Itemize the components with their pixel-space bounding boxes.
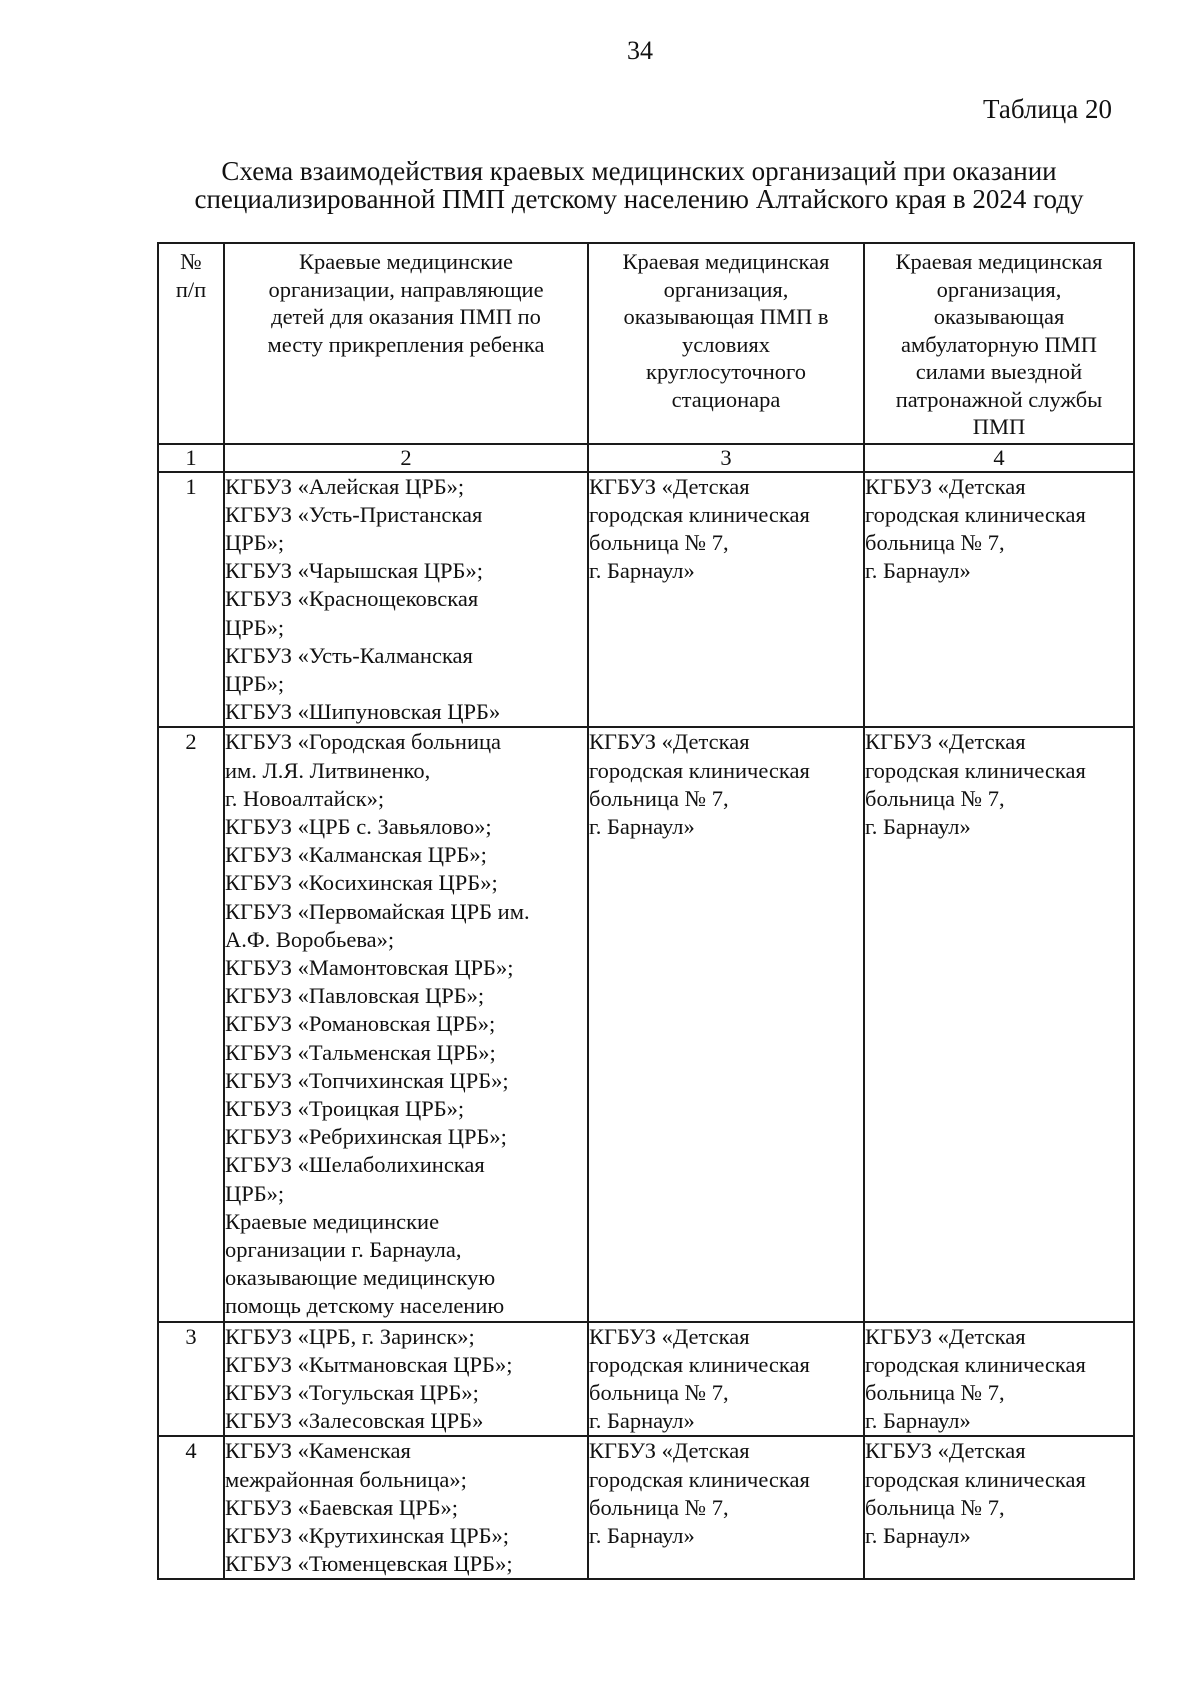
outpatient-org-cell — [864, 472, 1134, 728]
interaction-scheme-table — [157, 242, 1135, 1580]
cell-line: месту прикрепления ребенка — [267, 331, 545, 357]
inpatient-org-cell — [588, 1322, 864, 1437]
cell-line: городская клиническая — [865, 1466, 1086, 1492]
cell-line: КГБУЗ «Топчихинская ЦРБ»; — [225, 1067, 509, 1093]
cell-line: ЦРБ»; — [225, 614, 285, 640]
cell-line: ЦРБ»; — [225, 1180, 285, 1206]
cell-line: КГБУЗ «Детская — [589, 1323, 750, 1349]
cell-line: КГБУЗ «ЦРБ с. Завьялово»; — [225, 813, 492, 839]
cell-line: детей для оказания ПМП по — [271, 304, 541, 329]
cell-line: больница № 7, — [865, 1380, 1005, 1405]
cell-line: больница № 7, — [589, 785, 729, 811]
cell-line: КГБУЗ «Шелаболихинская — [225, 1152, 485, 1178]
cell-line: городская клиническая — [589, 501, 810, 527]
column-number-row — [158, 444, 1134, 472]
table-row — [158, 1436, 1134, 1579]
cell-line: КГБУЗ «Павловская ЦРБ»; — [225, 983, 485, 1009]
table-row — [158, 472, 1134, 728]
cell-line: КГБУЗ «Тогульская ЦРБ»; — [225, 1380, 479, 1405]
cell-line: КГБУЗ «Баевская ЦРБ»; — [225, 1494, 459, 1520]
cell-line: КГБУЗ «Мамонтовская ЦРБ»; — [225, 954, 514, 980]
cell-line: г. Барнаул» — [589, 1523, 695, 1549]
cell-line: КГБУЗ «Троицкая ЦРБ»; — [225, 1095, 465, 1121]
column-number: 2 — [224, 444, 588, 472]
cell-line: организация, — [663, 276, 789, 302]
cell-line: КГБУЗ «Усть-Пристанская — [225, 501, 483, 527]
cell-line: ЦРБ»; — [225, 670, 285, 696]
cell-line: КГБУЗ «Детская — [589, 729, 750, 755]
cell-line: городская клиническая — [589, 1351, 810, 1377]
referring-orgs-cell — [224, 1322, 588, 1437]
cell-line: КГБУЗ «Усть-Калманская — [225, 642, 473, 668]
cell-line: КГБУЗ «Первомайская ЦРБ им. — [225, 898, 530, 924]
title-line: специализированной ПМП детскому населению Алтайского края в 2024 году — [194, 184, 1084, 214]
cell-line: больница № 7, — [589, 1380, 729, 1405]
cell-line: городская клиническая — [589, 1466, 810, 1492]
cell-line: оказывающая — [933, 304, 1065, 329]
row-number: 4 — [158, 1436, 224, 1579]
cell-line: КГБУЗ «Шипуновская ЦРБ» — [225, 699, 501, 725]
cell-line: больница № 7, — [865, 1494, 1005, 1520]
inpatient-org-cell — [588, 727, 864, 1321]
cell-line: КГБУЗ «Алейская ЦРБ»; — [225, 473, 465, 499]
cell-line: А.Ф. Воробьева»; — [225, 926, 395, 952]
cell-line: КГБУЗ «Краснощековская — [225, 586, 479, 612]
cell-line: больница № 7, — [589, 1494, 729, 1520]
cell-line: г. Барнаул» — [589, 558, 695, 584]
cell-line: г. Барнаул» — [865, 558, 971, 584]
cell-line: КГБУЗ «Городская больница — [225, 729, 502, 755]
cell-line: городская клиническая — [865, 1351, 1086, 1377]
cell-line: КГБУЗ «Залесовская ЦРБ» — [225, 1408, 484, 1434]
cell-line: Краевые медицинские — [298, 249, 514, 274]
document-title — [150, 157, 1128, 213]
cell-line: городская клиническая — [865, 501, 1086, 527]
outpatient-org-cell — [864, 1436, 1134, 1579]
cell-line: КГБУЗ «Ребрихинская ЦРБ»; — [225, 1124, 507, 1150]
cell-line: КГБУЗ «Тюменцевская ЦРБ»; — [225, 1551, 513, 1577]
header-row — [158, 243, 1134, 444]
cell-line: КГБУЗ «Калманская ЦРБ»; — [225, 842, 487, 868]
cell-line: городская клиническая — [865, 757, 1086, 783]
cell-line: г. Барнаул» — [865, 1523, 971, 1549]
referring-orgs-cell — [224, 472, 588, 728]
referring-orgs-cell — [224, 727, 588, 1321]
cell-line: больница № 7, — [589, 529, 729, 555]
cell-line: КГБУЗ «Детская — [865, 473, 1026, 499]
cell-line: ЦРБ»; — [225, 529, 285, 555]
cell-line: КГБУЗ «Чарышская ЦРБ»; — [225, 558, 483, 584]
cell-line: круглосуточного — [646, 359, 806, 384]
cell-line: КГБУЗ «Тальменская ЦРБ»; — [225, 1039, 496, 1065]
cell-line: КГБУЗ «Детская — [865, 729, 1026, 755]
page-number: 34 — [627, 36, 653, 65]
table-row — [158, 1322, 1134, 1437]
cell-line: Краевая медицинская — [895, 249, 1103, 274]
row-number: 3 — [158, 1322, 224, 1437]
row-number: 2 — [158, 727, 224, 1321]
table-row — [158, 727, 1134, 1321]
cell-line: КГБУЗ «ЦРБ, г. Заринск»; — [225, 1323, 475, 1349]
cell-line: им. Л.Я. Литвиненко, — [225, 757, 431, 783]
cell-line: г. Барнаул» — [865, 813, 971, 839]
cell-line: КГБУЗ «Каменская — [225, 1438, 411, 1464]
cell-line: организация, — [936, 276, 1062, 302]
cell-line: г. Барнаул» — [865, 1408, 971, 1434]
cell-line: г. Новоалтайск»; — [225, 785, 385, 811]
cell-line: КГБУЗ «Детская — [865, 1323, 1026, 1349]
cell-line: г. Барнаул» — [589, 1408, 695, 1434]
cell-line: ПМП — [972, 414, 1026, 439]
cell-line: условиях — [682, 331, 770, 357]
cell-line: оказывающая ПМП в — [623, 304, 829, 329]
referring-orgs-cell — [224, 1436, 588, 1579]
cell-line: п/п — [175, 276, 207, 302]
cell-line: амбулаторную ПМП — [901, 331, 1097, 357]
cell-line: помощь детскому населению — [225, 1293, 505, 1319]
cell-line: КГБУЗ «Косихинская ЦРБ»; — [225, 870, 498, 896]
cell-line: КГБУЗ «Крутихинская ЦРБ»; — [225, 1523, 510, 1549]
cell-line: Краевая медицинская — [622, 249, 830, 274]
column-number: 4 — [864, 444, 1134, 472]
cell-line: патронажной службы — [895, 386, 1103, 412]
inpatient-org-cell — [588, 1436, 864, 1579]
cell-line: больница № 7, — [865, 785, 1005, 811]
inpatient-org-cell — [588, 472, 864, 728]
cell-line: КГБУЗ «Детская — [589, 473, 750, 499]
cell-line: Краевые медицинские — [225, 1208, 440, 1234]
cell-line: межрайонная больница»; — [225, 1466, 467, 1492]
column-number: 3 — [588, 444, 864, 472]
cell-line: организации г. Барнаула, — [225, 1236, 462, 1262]
cell-line: силами выездной — [915, 359, 1083, 384]
cell-line: стационара — [671, 386, 781, 412]
header-cell-outpatient-org — [864, 243, 1134, 444]
cell-line: больница № 7, — [865, 529, 1005, 555]
cell-line: КГБУЗ «Кытмановская ЦРБ»; — [225, 1351, 513, 1377]
cell-line: КГБУЗ «Детская — [865, 1438, 1026, 1464]
outpatient-org-cell — [864, 727, 1134, 1321]
cell-line: г. Барнаул» — [589, 813, 695, 839]
title-line: Схема взаимодействия краевых медицинских организаций при оказании — [221, 156, 1057, 186]
cell-line: КГБУЗ «Детская — [589, 1438, 750, 1464]
header-cell-inpatient-org — [588, 243, 864, 444]
column-number: 1 — [158, 444, 224, 472]
cell-line: оказывающие медицинскую — [225, 1265, 496, 1291]
header-cell-number — [158, 243, 224, 444]
outpatient-org-cell — [864, 1322, 1134, 1437]
cell-line: городская клиническая — [589, 757, 810, 783]
header-cell-referring-orgs — [224, 243, 588, 444]
table-label: Таблица 20 — [983, 94, 1112, 124]
cell-line: организации, направляющие — [268, 276, 544, 302]
cell-line: № — [180, 249, 202, 274]
cell-line: КГБУЗ «Романовская ЦРБ»; — [225, 1011, 496, 1037]
row-number: 1 — [158, 472, 224, 728]
